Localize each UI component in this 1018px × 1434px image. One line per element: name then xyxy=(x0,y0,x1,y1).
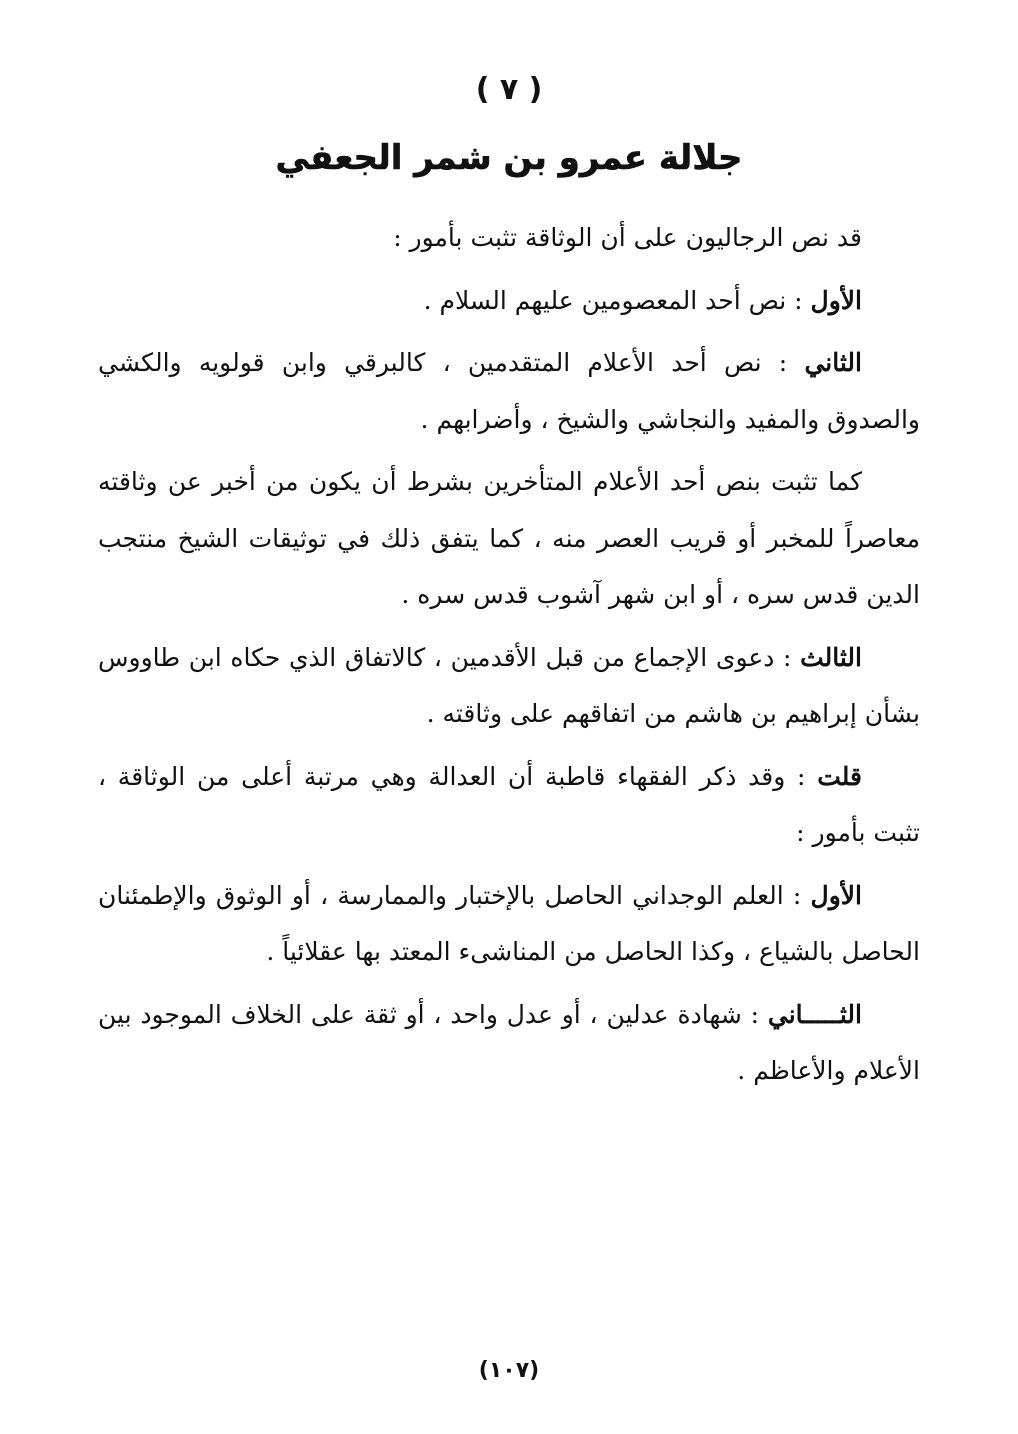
chapter-title: جلالة عمرو بن شمر الجعفي xyxy=(275,138,743,178)
paragraph-term: الثـــــاني xyxy=(767,999,862,1029)
chapter-number: ( ٧ ) xyxy=(475,72,543,107)
paragraph-term: الثالث xyxy=(800,642,862,672)
paragraph-term: قلت xyxy=(817,761,862,791)
paragraph-second-item xyxy=(98,335,920,448)
paragraph-term: الأول xyxy=(810,880,862,910)
paragraph-text: : وقد ذكر الفقهاء قاطبة أن العدالة وهي مرتبة أعلى من الوثاقة ، تثبت بأمور : xyxy=(98,761,920,847)
page-number: (١٠٧) xyxy=(478,1358,540,1383)
paragraph-note xyxy=(98,749,920,862)
paragraph-text: كما تثبت بنص أحد الأعلام المتأخرين بشرط أن يكون من أخبر عن وثاقته معاصراً للمخبر أو قريب العصر منه ، كما يتفق ذلك في توثيقات الشيخ منتجب الدين قدس سره ، أو ابن شهر آشوب قدس سره . xyxy=(98,467,920,609)
paragraph-term: الثاني xyxy=(804,348,862,377)
paragraph-first-item xyxy=(98,273,920,330)
paragraph-later-scholars xyxy=(98,454,920,624)
paragraph-third-item xyxy=(98,630,920,743)
body-text xyxy=(98,210,920,1106)
paragraph-intro xyxy=(98,210,920,267)
paragraph-text: : نص أحد المعصومين عليهم السلام . xyxy=(423,285,811,315)
paragraph-justice-second xyxy=(98,987,920,1100)
paragraph-term: الأول xyxy=(810,285,862,315)
paragraph-text: : دعوى الإجماع من قبل الأقدمين ، كالاتفاق الذي حكاه ابن طاووس بشأن إبراهيم بن هاشم من اتفاقهم على وثاقته . xyxy=(98,642,920,728)
paragraph-text: : نص أحد الأعلام المتقدمين ، كالبرقي وابن قولويه والكشي والصدوق والمفيد والنجاشي والشيخ ، وأضرابهم . xyxy=(98,348,920,434)
paragraph-text: : شهادة عدلين ، أو عدل واحد ، أو ثقة على الخلاف الموجود بين الأعلام والأعاظم . xyxy=(98,999,920,1085)
paragraph-text: قد نص الرجاليون على أن الوثاقة تثبت بأمور : xyxy=(393,223,862,252)
paragraph-text: : العلم الوجداني الحاصل بالإختبار والممارسة ، أو الوثوق والإطمئنان الحاصل بالشياع ، وكذا الحاصل من المناشىء المعتد بها عقلائياً . xyxy=(98,880,920,966)
paragraph-justice-first xyxy=(98,868,920,981)
